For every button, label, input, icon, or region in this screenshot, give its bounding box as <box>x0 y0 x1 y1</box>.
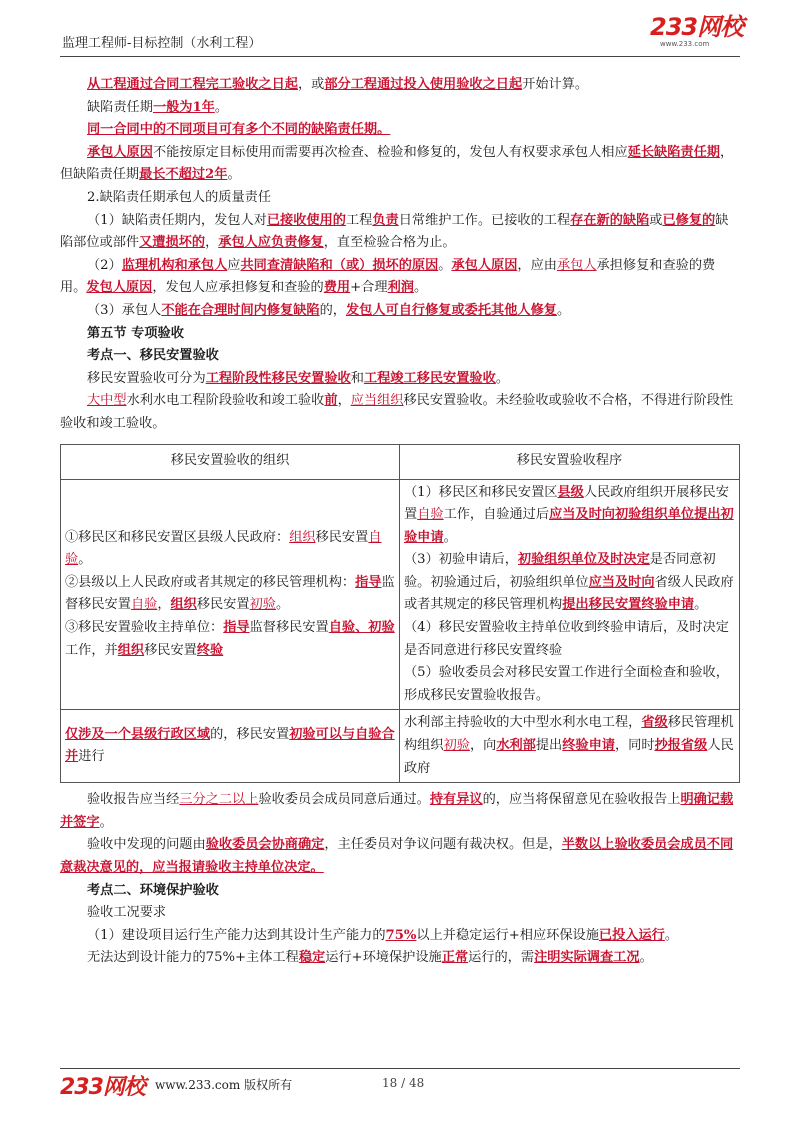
text: ，或 <box>298 77 325 92</box>
text: 工作，并 <box>65 642 118 658</box>
table-header: 移民安置验收程序 <box>400 444 740 479</box>
highlight: 75% <box>385 927 417 943</box>
paragraph <box>60 142 740 187</box>
highlight: 发包人原因 <box>86 280 153 296</box>
text: 。 <box>495 370 509 386</box>
logo-text: 233网校 <box>650 13 744 41</box>
text: 。 <box>276 597 290 613</box>
text: 承担修复和查验的费用。 <box>60 257 716 296</box>
footer-copyright: www.233.com 版权所有 <box>155 1078 293 1092</box>
text: 移民安置 <box>315 529 369 545</box>
highlight: 抄报省级 <box>654 738 708 754</box>
text: 移民安置验收可分为 <box>87 370 206 386</box>
paragraph <box>60 119 740 142</box>
highlight: 自验、初验 <box>328 620 395 636</box>
text: （2） <box>87 257 122 273</box>
text: （1）缺陷责任期内，发包人对 <box>87 212 267 228</box>
highlight: 存在新的缺陷 <box>570 212 650 228</box>
text: 。 <box>438 257 452 273</box>
highlight: 工程竣工移民安置验收 <box>363 370 496 386</box>
table-cell <box>400 710 740 783</box>
text: 缺陷责任期 <box>87 99 153 115</box>
cell-line <box>65 617 395 662</box>
text: 考点二、环境保护验收 <box>87 882 219 898</box>
paragraph <box>60 368 740 391</box>
table-row <box>61 710 740 783</box>
text: ，主任委员对争议问题有裁决权。但是， <box>324 837 562 853</box>
highlight: 验收委员会协商确定 <box>205 837 325 853</box>
highlight: 水利部 <box>496 738 536 754</box>
text: 人民政府组织开展移民安置 <box>404 484 729 523</box>
text: 移民安置 <box>144 642 197 658</box>
paragraph <box>60 255 740 300</box>
highlight: 自验 <box>65 529 382 568</box>
text: 移民管理机构组织 <box>404 715 734 754</box>
footer-logo: 233网校 <box>60 1075 145 1100</box>
table-header: 移民安置验收的组织 <box>61 444 400 479</box>
section-heading <box>60 323 740 346</box>
highlight: 指导 <box>355 574 382 590</box>
highlight: 明确记载并签字 <box>60 792 734 830</box>
text: 省级人民政府或者其规定的移民管理机构 <box>404 574 734 613</box>
text: 移民安置验收。未经验收或验收不合格，不得进行阶段性验收和竣工验收。 <box>60 393 734 431</box>
text: 或 <box>649 212 663 228</box>
text: 是否同意初验。初验通过后，初验组织单位 <box>404 552 716 590</box>
text: ，直至检验合格为止。 <box>323 235 456 251</box>
text: 的，移民安置 <box>210 726 290 742</box>
text: 的，应当将保留意见在验收报告上 <box>482 792 681 808</box>
text: +合理 <box>350 280 388 296</box>
highlight: 应当组织 <box>350 393 404 409</box>
text: 移民安置 <box>196 597 250 613</box>
footer-divider <box>60 1068 740 1069</box>
page-content <box>60 74 740 970</box>
text: 第五节 专项验收 <box>87 325 184 341</box>
highlight: 一般为1年 <box>152 99 215 115</box>
highlight: 共同查清缺陷和（或）损坏的原因 <box>240 257 439 273</box>
resettlement-acceptance-table <box>60 444 740 784</box>
table-row <box>61 479 740 710</box>
text: 开始计算。 <box>522 77 589 92</box>
highlight: 初验 <box>249 597 276 613</box>
cell-line <box>404 549 735 617</box>
highlight: 终验申请 <box>562 738 615 754</box>
paragraph <box>60 97 740 120</box>
text: 。 <box>78 552 92 568</box>
text: （5）验收委员会对移民安置工作进行全面检查和验收，形成移民安置验收报告。 <box>404 665 729 703</box>
text: ，发包人应承担修复和查验的 <box>152 280 324 296</box>
paragraph <box>60 834 740 879</box>
text: 。 <box>227 167 241 183</box>
highlight: 部分工程通过投入使用验收之日起 <box>324 77 523 92</box>
paragraph <box>60 902 740 925</box>
text: 。 <box>413 280 428 296</box>
highlight: 半数以上验收委员会成员不同意裁决意见的，应当报请验收主持单位决定。 <box>60 837 734 875</box>
text: ③移民安置验收主持单位： <box>65 620 224 636</box>
text: 。 <box>639 950 653 966</box>
section-heading <box>60 187 740 210</box>
cell-line <box>404 617 735 662</box>
highlight: 最长不超过2年 <box>139 167 228 183</box>
text: ， <box>205 235 219 251</box>
paragraph <box>60 925 740 948</box>
cell-line <box>65 527 395 572</box>
text: 工程 <box>345 212 373 228</box>
highlight: 提出移民安置终验申请 <box>562 597 695 613</box>
text: 和 <box>350 370 364 386</box>
table-header-row <box>61 444 740 479</box>
highlight: 应当及时向 <box>588 574 655 590</box>
paragraph <box>60 300 740 323</box>
text: ，同时 <box>615 738 655 754</box>
highlight: 组织 <box>289 529 316 545</box>
text: 运行+环境保护设施 <box>325 950 442 966</box>
header-divider <box>60 56 740 57</box>
text: 考点一、移民安置验收 <box>87 348 219 364</box>
text: 验收报告应当经 <box>87 792 180 808</box>
table-cell <box>400 479 740 710</box>
highlight: 承包人应负责修复 <box>218 235 324 251</box>
text: 以上并稳定运行+相应环保设施 <box>416 927 599 943</box>
highlight: 初验组织单位及时决定 <box>517 552 650 568</box>
header-title: 监理工程师-目标控制（水利工程） <box>62 36 262 51</box>
text: 2.缺陷责任期承包人的质量责任 <box>87 189 272 205</box>
highlight: 县级 <box>557 484 584 500</box>
highlight: 工程阶段性移民安置验收 <box>205 370 351 386</box>
text: （1）建设项目运行生产能力达到其设计生产能力的 <box>87 927 386 943</box>
highlight: 监理机构和承包人 <box>121 257 228 273</box>
text: 运行的，需 <box>468 950 535 966</box>
highlight: 指导 <box>223 620 250 636</box>
highlight: 费用 <box>323 280 351 296</box>
text: 监督移民安置 <box>249 620 329 636</box>
table-cell <box>61 479 400 710</box>
highlight: 组织 <box>170 597 197 613</box>
highlight: 稳定 <box>298 950 326 966</box>
paragraph <box>60 947 740 970</box>
highlight: 正常 <box>441 950 469 966</box>
text: ①移民区和移民安置区县级人民政府： <box>65 529 290 545</box>
paragraph <box>60 390 740 435</box>
text: 监督移民安置 <box>65 574 395 613</box>
highlight: 自验 <box>417 507 444 523</box>
highlight: 已修复的 <box>662 212 716 228</box>
highlight: 已投入运行 <box>598 927 665 943</box>
table-cell <box>61 710 400 783</box>
text: 验收中发现的问题由 <box>87 837 206 853</box>
highlight: 组织 <box>117 642 145 658</box>
highlight: 大中型 <box>87 393 127 409</box>
text: ，向 <box>469 738 497 754</box>
page-number: 18 / 48 <box>382 1076 425 1090</box>
text: （3）承包人 <box>87 302 162 318</box>
highlight: 终验 <box>196 642 224 658</box>
highlight: 初验可以与自验合并 <box>65 726 395 765</box>
text: 水利部主持验收的大中型水利水电工程， <box>404 715 642 731</box>
highlight: 负责 <box>372 212 399 228</box>
highlight: 承包人原因 <box>451 257 518 273</box>
highlight: 自验 <box>130 597 158 613</box>
text: 人民政府 <box>404 738 734 776</box>
highlight: 省级 <box>641 715 668 731</box>
paragraph <box>60 210 740 255</box>
highlight: 初验 <box>443 738 470 754</box>
text: 。 <box>556 302 571 318</box>
highlight: 已接收使用的 <box>266 212 346 228</box>
highlight: 不能在合理时间内修复缺陷 <box>161 302 320 318</box>
text: 不能按原定目标使用而需要再次检查、检验和修复的，发包人有权要求承包人相应 <box>152 144 628 160</box>
text: 提出 <box>535 738 563 754</box>
cell-line <box>404 482 735 550</box>
text: 验收工况要求 <box>87 905 167 921</box>
text: （3）初验申请后， <box>404 552 518 568</box>
highlight: 发包人可自行修复或委托其他人修复 <box>345 302 557 318</box>
text: ，但缺陷责任期 <box>60 144 734 183</box>
highlight: 应当及时向初验组织单位提出初验申请 <box>404 507 734 545</box>
text: 工作，自验通过后 <box>443 507 550 523</box>
cell-line <box>65 572 395 617</box>
paragraph <box>60 74 740 97</box>
paragraph <box>60 789 740 834</box>
text: 应 <box>227 257 241 273</box>
text: ，应由 <box>517 257 557 273</box>
text: （4）移民安置验收主持单位收到终验申请后，及时决定是否同意进行移民安置终验 <box>404 620 729 658</box>
text: 日常维护工作。已接收的工程 <box>398 212 571 228</box>
text: （1）移民区和移民安置区 <box>404 484 558 500</box>
section-heading <box>60 880 740 903</box>
highlight: 前 <box>324 393 338 409</box>
text: 。 <box>99 814 113 830</box>
highlight: 注明实际调查工况 <box>534 950 640 966</box>
highlight: 仅涉及一个县级行政区域 <box>65 726 211 742</box>
cell-line <box>404 662 735 707</box>
text: 缺陷部位或部件 <box>60 212 729 251</box>
brand-logo <box>650 14 750 58</box>
text: 验收委员会成员同意后通过。 <box>258 792 430 808</box>
highlight: 持有异议 <box>429 792 483 808</box>
highlight: 利润 <box>387 280 414 296</box>
highlight: 同一合同中的不同项目可有多个不同的缺陷责任期。 <box>87 122 391 138</box>
highlight: 从工程通过合同工程完工验收之日起 <box>87 77 298 92</box>
highlight: 又遭损坏的 <box>139 235 206 251</box>
highlight: 三分之二以上 <box>179 792 259 808</box>
text: ， <box>337 393 351 409</box>
text: 的， <box>319 302 346 318</box>
text: 无法达到设计能力的75%+主体工程 <box>87 950 299 966</box>
logo-url: www.233.com <box>660 40 710 48</box>
text: 。 <box>694 597 708 613</box>
highlight: 延长缺陷责任期 <box>627 144 720 160</box>
highlight: 承包人 <box>556 257 597 273</box>
highlight: 承包人原因 <box>87 144 153 160</box>
text: 进行 <box>78 749 105 765</box>
section-heading <box>60 345 740 368</box>
text: 水利水电工程阶段验收和竣工验收 <box>126 393 325 409</box>
text: ， <box>157 597 171 613</box>
text: 。 <box>664 927 679 943</box>
text: ②县级以上人民政府或者其规定的移民管理机构： <box>65 574 356 590</box>
text: 。 <box>214 99 229 115</box>
text: 。 <box>443 529 457 545</box>
